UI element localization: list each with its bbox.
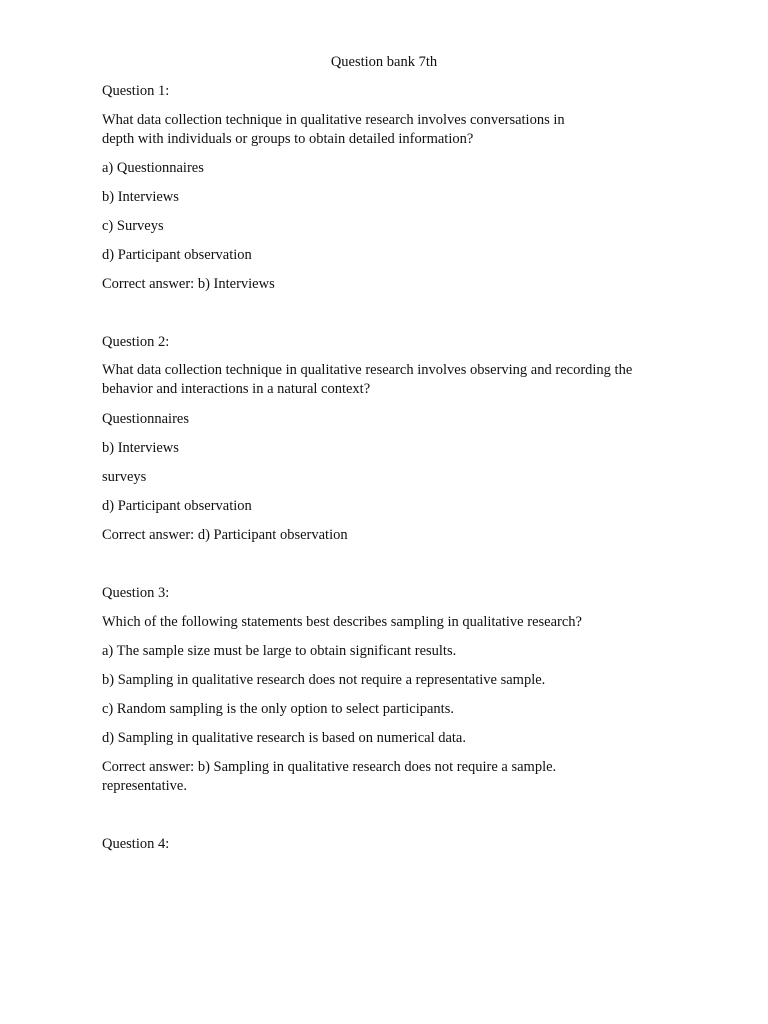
question-1-option-a: a) Questionnaires	[102, 160, 204, 176]
question-1-option-d: d) Participant observation	[102, 247, 252, 263]
question-4-heading: Question 4:	[102, 836, 170, 852]
question-1-heading: Question 1:	[102, 83, 170, 99]
question-3-answer-line-1: Correct answer: b) Sampling in qualitative research does not require a sample.	[102, 759, 557, 775]
question-2-option-d: d) Participant observation	[102, 498, 252, 514]
question-1-answer: Correct answer: b) Interviews	[102, 276, 275, 292]
question-1-option-c: c) Surveys	[102, 218, 164, 234]
question-3-answer-line-2: representative.	[102, 778, 187, 794]
question-3-prompt: Which of the following statements best describes sampling in qualitative research?	[102, 614, 582, 630]
question-3-option-b: b) Sampling in qualitative research does not require a representative sample.	[102, 672, 546, 688]
question-2-prompt-line-1: What data collection technique in qualitative research involves observing and recording the	[102, 362, 633, 378]
question-3-option-d: d) Sampling in qualitative research is based on numerical data.	[102, 730, 466, 746]
question-2-option-b: b) Interviews	[102, 440, 179, 456]
question-3-option-a: a) The sample size must be large to obtain significant results.	[102, 643, 457, 659]
question-1-prompt-line-2: depth with individuals or groups to obtain detailed information?	[102, 131, 474, 147]
question-2-prompt-line-2: behavior and interactions in a natural context?	[102, 381, 371, 397]
question-2-heading: Question 2:	[102, 334, 170, 350]
question-2-answer: Correct answer: d) Participant observation	[102, 527, 348, 543]
question-2-option-c: surveys	[102, 469, 147, 485]
document-title: Question bank 7th	[330, 54, 438, 70]
question-3-option-c: c) Random sampling is the only option to select participants.	[102, 701, 454, 717]
question-1-prompt-line-1: What data collection technique in qualitative research involves conversations in	[102, 112, 565, 128]
question-3-heading: Question 3:	[102, 585, 170, 601]
question-1-option-b: b) Interviews	[102, 189, 179, 205]
question-2-option-a: Questionnaires	[102, 411, 189, 427]
